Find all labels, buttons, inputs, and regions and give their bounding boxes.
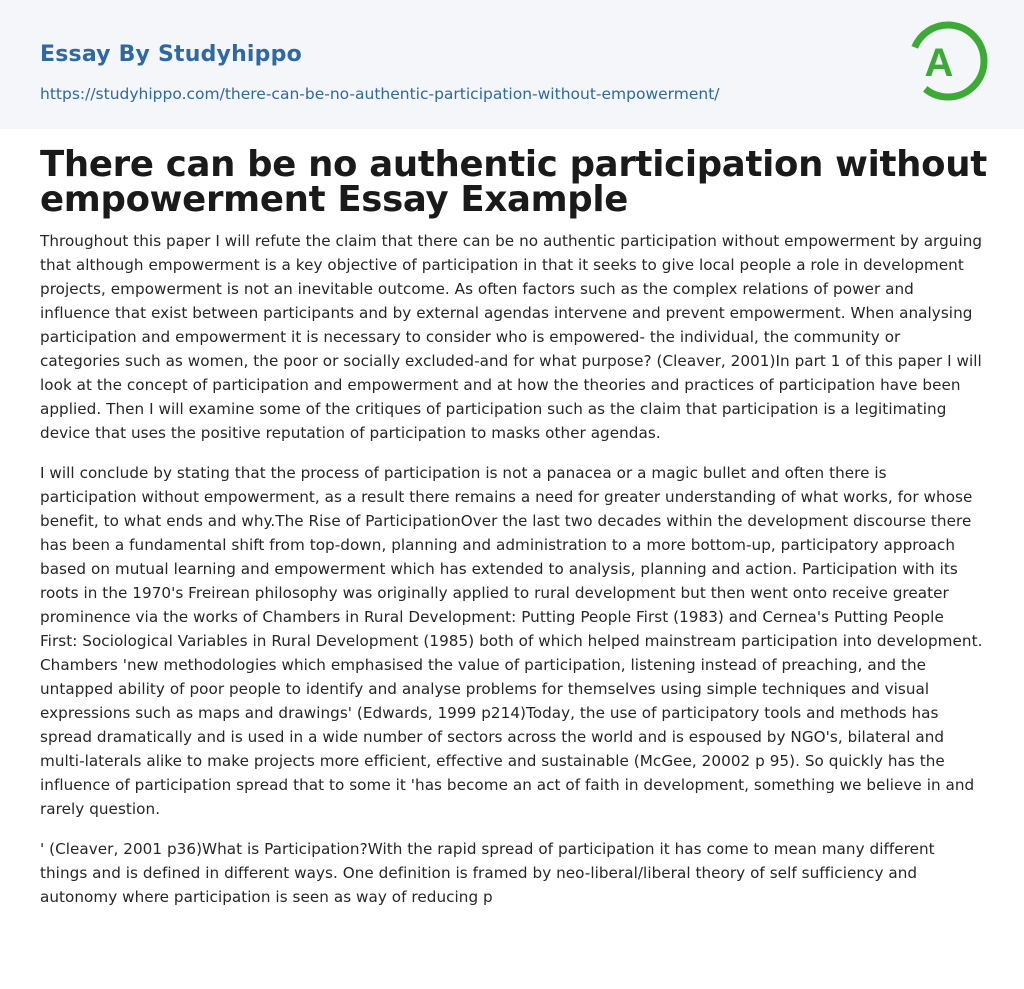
essay-title: There can be no authentic participation without empowerment Essay Example [40, 144, 987, 220]
site-header [0, 0, 1024, 129]
essay-paragraph-3: ' (Cleaver, 2001 p36)What is Participation?With the rapid spread of participation it has come to mean many different things and is defined in different ways. One definition is framed by neo-liberal/liberal theory of self sufficiency and autonomy where participation is seen as way of reducing p [40, 840, 935, 906]
brand-name[interactable]: Essay By Studyhippo [40, 42, 302, 67]
essay-body [40, 229, 985, 925]
essay-url-link[interactable]: https://studyhippo.com/there-can-be-no-authentic-participation-without-empowerment/ [40, 85, 720, 103]
studyhippo-logo-icon[interactable] [908, 18, 988, 106]
essay-paragraph-2: I will conclude by stating that the process of participation is not a panacea or a magic bullet and often there is participation without empowerment, as a result there remains a need for greater understanding of what works, for whose benefit, to what ends and why.The Rise of ParticipationOver the last two decades within the development discourse there has been a fundamental shift from top-down, planning and administration to a more bottom-up, participatory approach based on mutual learning and empowerment which has extended to analysis, planning and action. Participation with its roots in the 1970's Freirean philosophy was originally applied to rural development but then went onto receive greater prominence via the works of Chambers in Rural Development: Putting People First (1983) and Cernea's Putting People First: Sociological Variables in Rural Development (1985) both of which helped mainstream participation into development. Chambers 'new methodologies which emphasised the value of participation, listening instead of preaching, and the untapped ability of poor people to identify and analyse problems for themselves using simple techniques and visual expressions such as maps and drawings' (Edwards, 1999 p214)Today, the use of participatory tools and methods has spread dramatically and is used in a wide number of sectors across the world and is espoused by NGO's, bilateral and multi-laterals alike to make projects more efficient, effective and sustainable (McGee, 20002 p 95). So quickly has the influence of participation spread that to some it 'has become an act of faith in development, something we believe in and rarely question. [40, 464, 983, 818]
logo-letter: A [924, 41, 954, 85]
essay-paragraph-1: Throughout this paper I will refute the claim that there can be no authentic participation without empowerment by arguing that although empowerment is a key objective of participation in that it seeks to give local people a role in development projects, empowerment is not an inevitable outcome. As often factors such as the complex relations of power and influence that exist between participants and by external agendas intervene and prevent empowerment. When analysing participation and empowerment it is necessary to consider who is empowered- the individual, the community or categories such as women, the poor or socially excluded-and for what purpose? (Cleaver, 2001)In part 1 of this paper I will look at the concept of participation and empowerment and at how the theories and practices of participation have been applied. Then I will examine some of the critiques of participation such as the claim that participation is a legitimating device that uses the positive reputation of participation to masks other agendas. [40, 232, 983, 442]
